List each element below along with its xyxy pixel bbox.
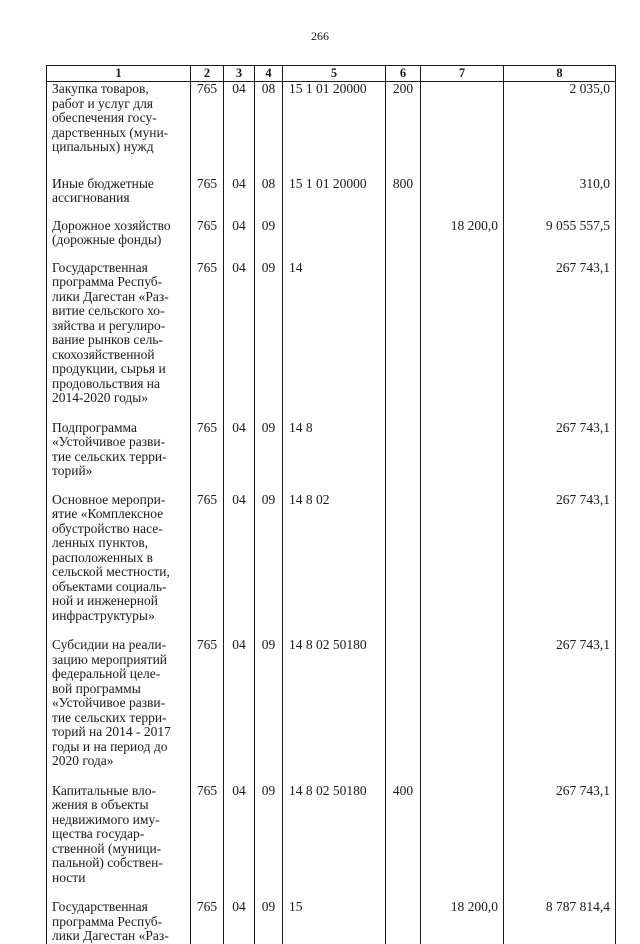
header-col-8: 8 xyxy=(504,66,616,82)
cell-target-article: 14 8 02 50180 xyxy=(283,784,386,901)
name-line: Закупка товаров, xyxy=(52,81,149,96)
cell-name xyxy=(47,177,191,219)
cell-expense-type xyxy=(386,493,421,639)
cell-section: 04 xyxy=(224,82,255,177)
cell-amount-8: 267 743,1 xyxy=(504,493,616,639)
cell-subsection: 09 xyxy=(255,493,283,639)
name-line: Государственная xyxy=(52,899,148,914)
name-line: ной и инженерной xyxy=(52,593,158,608)
row-spacer xyxy=(52,248,188,261)
row-spacer xyxy=(52,479,188,493)
header-col-7: 7 xyxy=(421,66,504,82)
table-row xyxy=(47,177,616,219)
name-line: жения в объекты xyxy=(52,797,149,812)
cell-expense-type xyxy=(386,900,421,944)
name-line: «Устойчивое разви- xyxy=(52,695,166,710)
name-line: «Устойчивое разви- xyxy=(52,434,166,449)
cell-section: 04 xyxy=(224,219,255,261)
cell-name xyxy=(47,638,191,784)
name-line: 2014-2020 годы» xyxy=(52,390,149,405)
name-line: вание рынков сель- xyxy=(52,332,163,347)
name-line: продовольствия на xyxy=(52,375,160,391)
name-line: зяйства и регулиро- xyxy=(52,317,166,333)
cell-expense-type xyxy=(386,261,421,421)
cell-amount-7 xyxy=(421,493,504,639)
cell-amount-7 xyxy=(421,638,504,784)
cell-name xyxy=(47,219,191,261)
cell-admin-code: 765 xyxy=(191,493,224,639)
cell-section: 04 xyxy=(224,638,255,784)
row-spacer xyxy=(52,206,188,219)
name-line: программа Респуб- xyxy=(52,913,163,929)
cell-expense-type xyxy=(386,219,421,261)
cell-name xyxy=(47,784,191,901)
name-line: обустройство насе- xyxy=(52,520,163,536)
name-line: ственной (муници- xyxy=(52,840,162,856)
row-spacer xyxy=(52,406,188,421)
cell-admin-code: 765 xyxy=(191,638,224,784)
header-row xyxy=(47,66,616,82)
cell-amount-8: 310,0 xyxy=(504,177,616,219)
name-line: лики Дагестан «Раз- xyxy=(52,288,169,304)
name-line: дарственных (муни- xyxy=(52,124,169,140)
cell-subsection: 09 xyxy=(255,219,283,261)
header-col-5: 5 xyxy=(283,66,386,82)
cell-admin-code: 765 xyxy=(191,177,224,219)
cell-admin-code: 765 xyxy=(191,219,224,261)
name-line: витие сельского хо- xyxy=(52,303,165,318)
header-col-2: 2 xyxy=(191,66,224,82)
cell-subsection: 09 xyxy=(255,421,283,493)
cell-target-article: 14 8 xyxy=(283,421,386,493)
cell-subsection: 09 xyxy=(255,638,283,784)
cell-section: 04 xyxy=(224,421,255,493)
name-line: Государственная xyxy=(52,259,148,275)
name-line: ятие «Комплексное xyxy=(52,506,164,521)
cell-target-article: 15 1 01 20000 xyxy=(283,82,386,177)
cell-name xyxy=(47,900,191,944)
cell-section: 04 xyxy=(224,900,255,944)
name-line: 2020 года» xyxy=(52,753,114,768)
name-line: тие сельских терри- xyxy=(52,709,167,725)
name-line: (дорожные фонды) xyxy=(52,232,162,247)
cell-admin-code: 765 xyxy=(191,261,224,421)
table-row xyxy=(47,638,616,784)
cell-target-article: 14 8 02 xyxy=(283,493,386,639)
cell-admin-code: 765 xyxy=(191,900,224,944)
cell-amount-8: 2 035,0 xyxy=(504,82,616,177)
name-line: сельской местности, xyxy=(52,564,170,579)
name-line: программа Респуб- xyxy=(52,274,163,289)
table-row xyxy=(47,493,616,639)
name-line: Подпрограмма xyxy=(52,419,137,435)
table-row xyxy=(47,219,616,261)
table-row xyxy=(47,261,616,421)
cell-amount-7: 18 200,0 xyxy=(421,900,504,944)
cell-subsection: 09 xyxy=(255,900,283,944)
name-line: недвижимого иму- xyxy=(52,811,160,827)
cell-admin-code: 765 xyxy=(191,784,224,901)
page-number: 266 xyxy=(311,29,329,43)
cell-amount-8: 9 055 557,5 xyxy=(504,219,616,261)
name-line: ципальных) нужд xyxy=(52,139,154,154)
name-line: инфраструктуры» xyxy=(52,607,155,623)
cell-subsection: 08 xyxy=(255,82,283,177)
cell-amount-8: 8 787 814,4 xyxy=(504,900,616,944)
header-col-3: 3 xyxy=(224,66,255,82)
cell-amount-7: 18 200,0 xyxy=(421,219,504,261)
cell-expense-type xyxy=(386,421,421,493)
name-line: ассигнования xyxy=(52,190,130,205)
cell-amount-8: 267 743,1 xyxy=(504,784,616,901)
table-row xyxy=(47,900,616,944)
table-header xyxy=(47,66,616,82)
name-line: щества государ- xyxy=(52,826,145,841)
name-line: Иные бюджетные xyxy=(52,175,154,191)
table-row xyxy=(47,421,616,493)
cell-amount-7 xyxy=(421,421,504,493)
cell-target-article xyxy=(283,219,386,261)
name-line: торий» xyxy=(52,463,93,478)
name-line: Основное меропри- xyxy=(52,491,166,507)
name-line: торий на 2014 - 2017 xyxy=(52,724,171,739)
cell-subsection: 08 xyxy=(255,177,283,219)
name-line: Капитальные вло- xyxy=(52,782,156,798)
cell-target-article: 14 xyxy=(283,261,386,421)
cell-amount-8: 267 743,1 xyxy=(504,421,616,493)
cell-target-article: 15 xyxy=(283,900,386,944)
cell-subsection: 09 xyxy=(255,261,283,421)
cell-amount-7 xyxy=(421,261,504,421)
table-body xyxy=(47,82,616,944)
budget-table xyxy=(46,65,616,944)
row-spacer xyxy=(52,155,188,177)
header-col-4: 4 xyxy=(255,66,283,82)
name-line: вой программы xyxy=(52,680,141,696)
cell-name xyxy=(47,493,191,639)
name-line: Дорожное хозяйство xyxy=(52,217,171,233)
cell-name xyxy=(47,82,191,177)
name-line: ности xyxy=(52,869,86,885)
cell-amount-8: 267 743,1 xyxy=(504,261,616,421)
cell-target-article: 15 1 01 20000 xyxy=(283,177,386,219)
cell-amount-7 xyxy=(421,82,504,177)
name-line: зацию мероприятий xyxy=(52,651,168,667)
row-spacer xyxy=(52,623,188,638)
name-line: расположенных в xyxy=(52,549,153,565)
cell-expense-type: 800 xyxy=(386,177,421,219)
cell-section: 04 xyxy=(224,784,255,901)
cell-admin-code: 765 xyxy=(191,82,224,177)
cell-section: 04 xyxy=(224,261,255,421)
cell-subsection: 09 xyxy=(255,784,283,901)
table-row xyxy=(47,82,616,177)
name-line: объектами социаль- xyxy=(52,578,167,594)
name-line: обеспечения госу- xyxy=(52,110,157,125)
row-spacer xyxy=(52,769,188,784)
cell-amount-7 xyxy=(421,784,504,901)
cell-section: 04 xyxy=(224,177,255,219)
cell-amount-8: 267 743,1 xyxy=(504,638,616,784)
name-line: тие сельских терри- xyxy=(52,448,167,464)
table-row xyxy=(47,784,616,901)
cell-expense-type: 200 xyxy=(386,82,421,177)
name-line: лики Дагестан «Раз- xyxy=(52,928,169,943)
name-line: Субсидии на реали- xyxy=(52,637,167,652)
row-spacer xyxy=(52,885,188,900)
cell-name xyxy=(47,421,191,493)
name-line: ленных пунктов, xyxy=(52,535,149,550)
name-line: продукции, сырья и xyxy=(52,361,166,376)
name-line: годы и на период до xyxy=(52,738,168,754)
cell-section: 04 xyxy=(224,493,255,639)
cell-name xyxy=(47,261,191,421)
header-col-6: 6 xyxy=(386,66,421,82)
name-line: работ и услуг для xyxy=(52,95,154,111)
name-line: федеральной целе- xyxy=(52,666,161,681)
cell-amount-7 xyxy=(421,177,504,219)
cell-expense-type xyxy=(386,638,421,784)
name-line: скохозяйственной xyxy=(52,346,155,362)
cell-expense-type: 400 xyxy=(386,784,421,901)
cell-target-article: 14 8 02 50180 xyxy=(283,638,386,784)
header-col-1: 1 xyxy=(47,66,191,82)
name-line: пальной) собствен- xyxy=(52,855,163,870)
cell-admin-code: 765 xyxy=(191,421,224,493)
